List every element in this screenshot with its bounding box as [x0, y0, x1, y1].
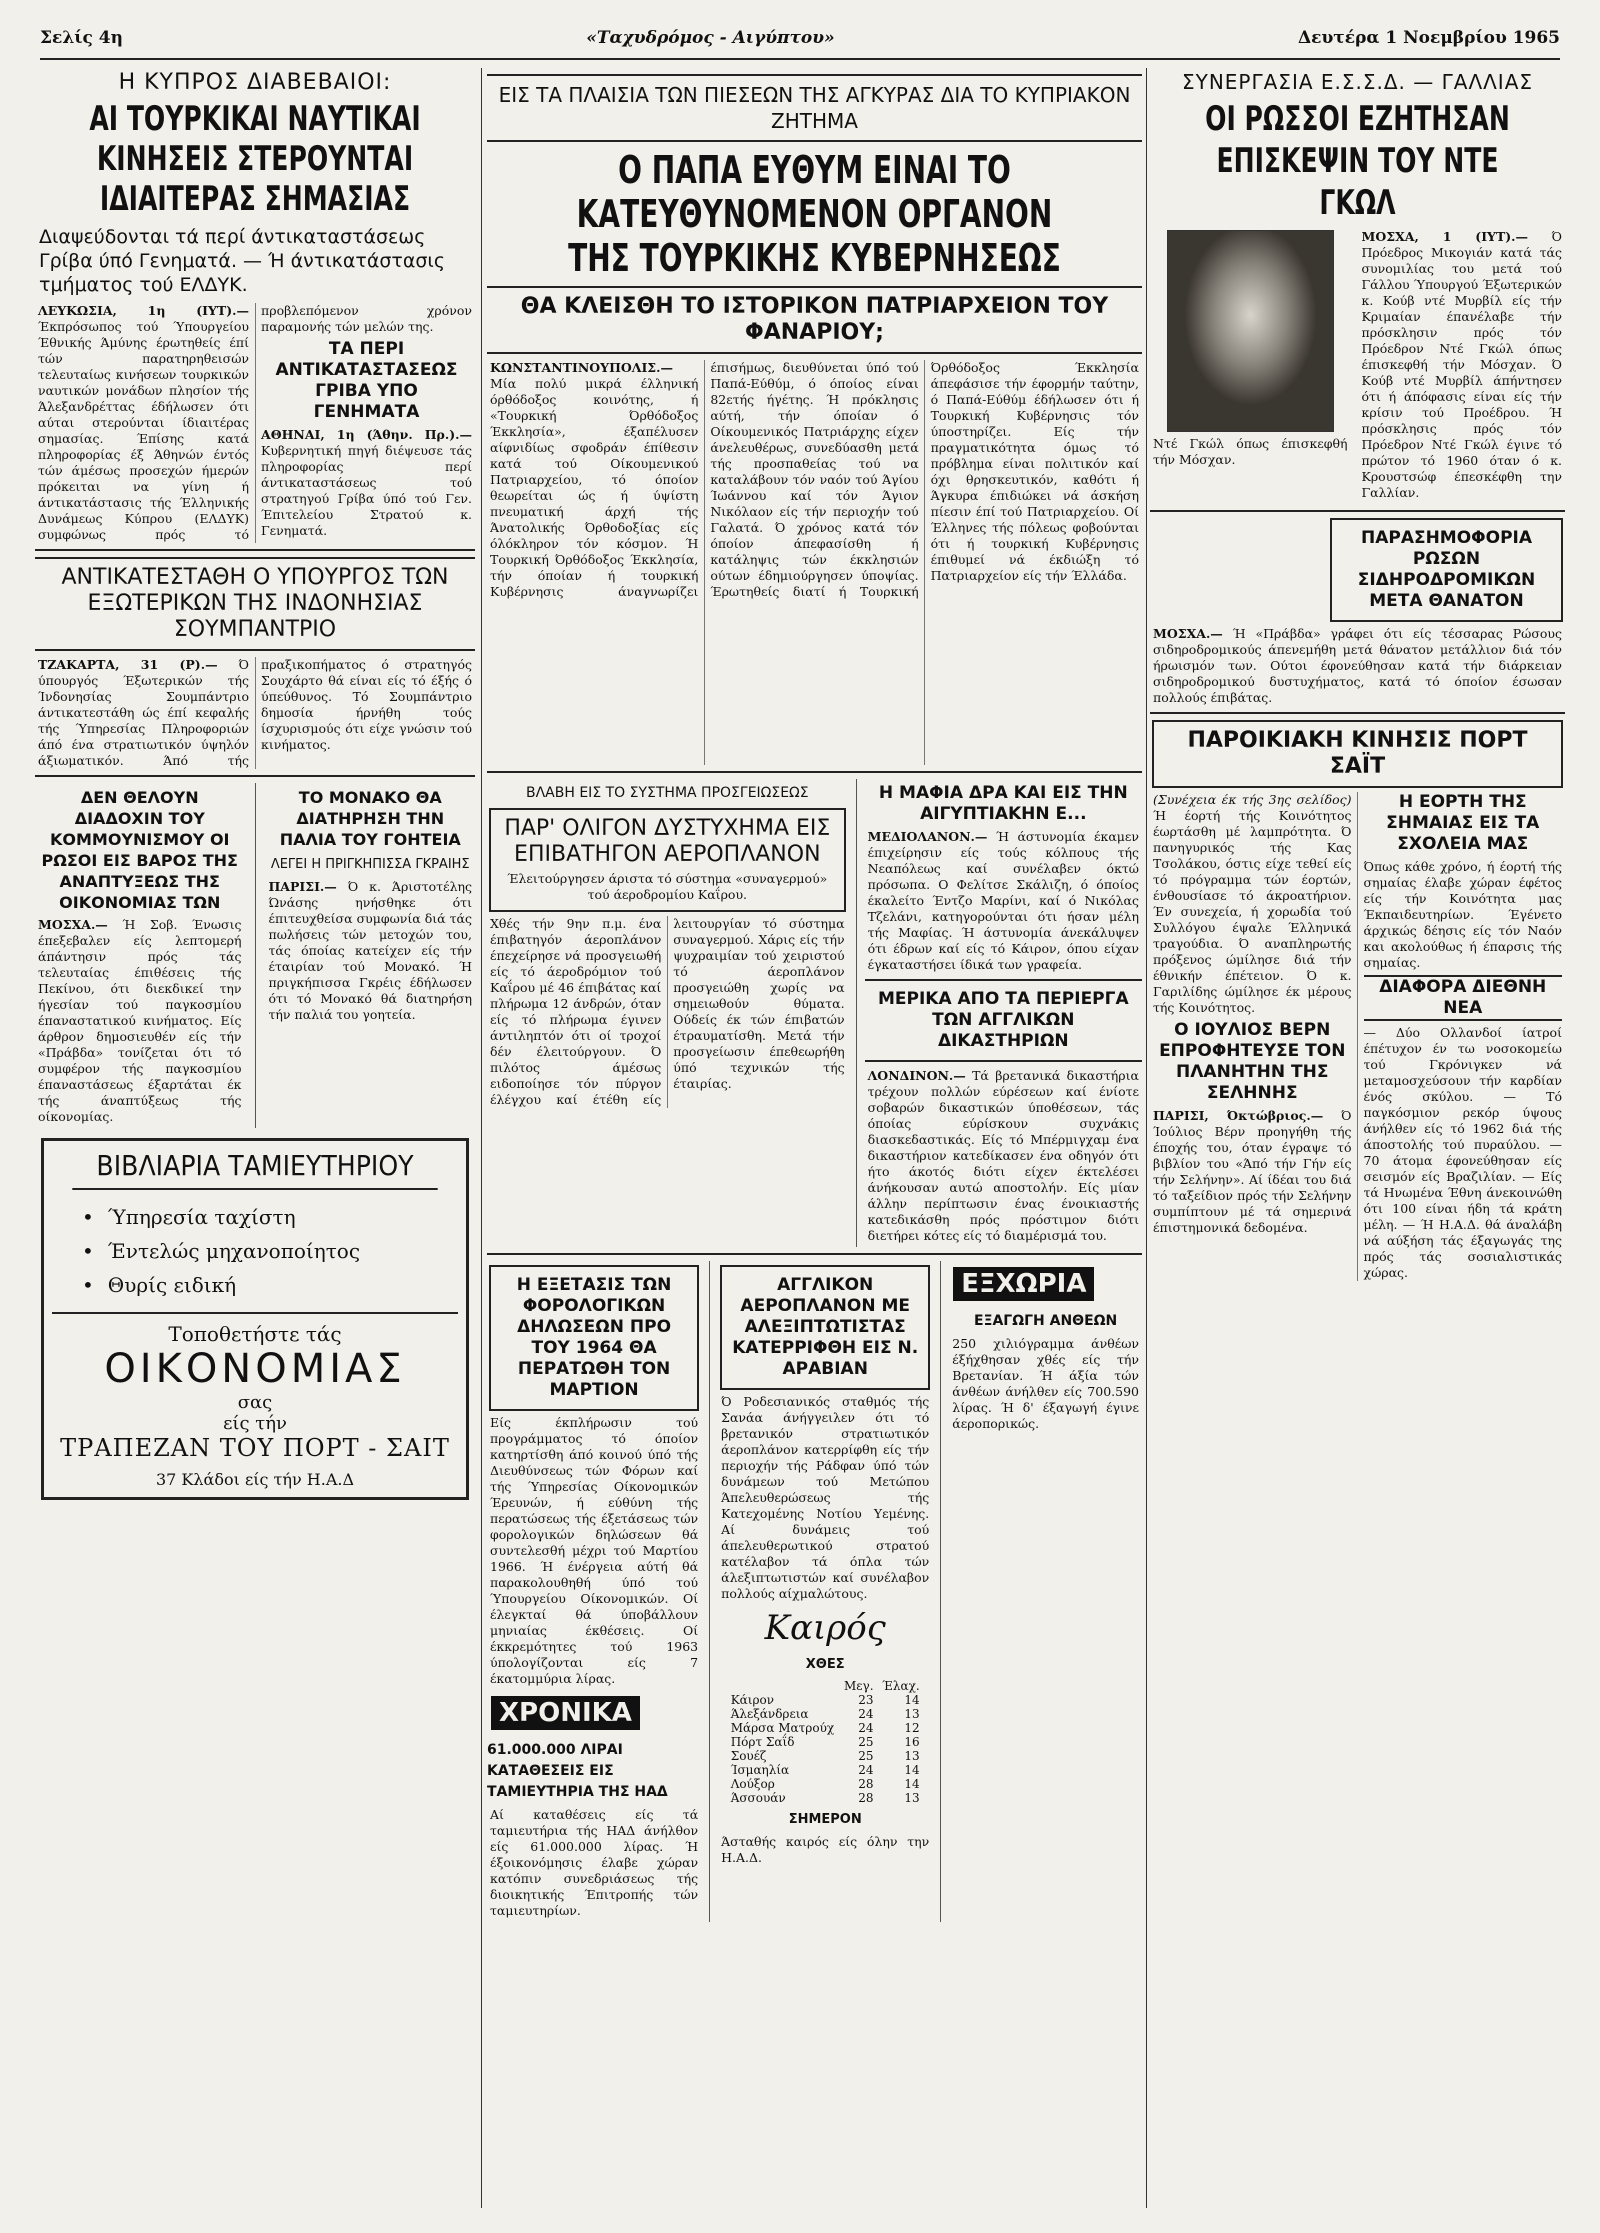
article-headline: ΤΟ ΜΟΝΑΚΟ ΘΑ ΔΙΑΤΗΡΗΣΗ ΤΗΝ ΠΑΛΙΑ ΤΟΥ ΓΟΗΤΕΙΑ [279, 788, 461, 849]
dateline: ΠΑΡΙΣΙ.— [268, 879, 337, 894]
article-headline: ΑΝΤΙΚΑΤΕΣΤΑΘΗ Ο ΥΠΟΥΡΓΟΣ ΤΩΝ ΕΞΩΤΕΡΙΚΩΝ ΤΗΣ ΙΝΔΟΝΗΣΙΑΣ ΣΟΥΜΠΑΝΤΡΙΟ [61, 565, 449, 642]
article-body: Όπως κάθε χρόνο, ή έορτή τής σημαίας έλαβε χώραν έφέτος είς τήν Κοινότητα μας Έκπαιδευτηρίων. Έγένετο άρχικώς δέησις είς τόν Ναόν και ακολούθως ή έπαρσις τής σημαίας. [1363, 859, 1562, 970]
article-mafia [865, 779, 1142, 1247]
ad-tagline: Τοποθετήστε τάς [52, 1312, 458, 1346]
masthead [40, 18, 1560, 60]
article-railway [1150, 518, 1565, 706]
article-soviet-economy [35, 783, 245, 1128]
article-headline: ΑΙ ΤΟΥΡΚΙΚΑΙ ΝΑΥΤΙΚΑΙ ΚΙΝΗΣΕΙΣ ΣΤΕΡΟΥΝΤΑΙ ΙΔΙΑΙΤΕΡΑΣ ΣΗΜΑΣΙΑΣ [89, 99, 421, 219]
weather-heading: ΧΘΕΣ [805, 1657, 845, 1672]
article-headline: ΑΓΓΛΙΚΟΝ ΑΕΡΟΠΛΑΝΟΝ ΜΕ ΑΛΕΞΙΠΤΩΤΙΣΤΑΣ ΚΑΤΕΡΡΙΦΘΗ ΕΙΣ Ν. ΑΡΑΒΙΑΝ [732, 1275, 919, 1379]
article-headline: ΠΑΡ' ΟΛΙΓΟΝ ΔΥΣΤΥΧΗΜΑ ΕΙΣ ΕΠΙΒΑΤΗΓΟΝ ΑΕΡΟΠΛΑΝΟΝ [504, 816, 831, 867]
article-subhead: ΛΕΓΕΙ Η ΠΡΙΓΚΗΠΙΣΣΑ ΓΚΡΑΙΗΣ [270, 857, 470, 872]
article-airplane [487, 779, 848, 1247]
article-body: Ή έορτή τής Κοινότητος έωρτάσθη μέ λαμπρότητα. Ό πανηγυρικός τής Κας Τσολάκου, όστις είχε τεθεί είς τό πρόγραμμα τών έορτών, ένθουσίασε τό άκροατήριον. Έν συνεχεία, ή χορωδία τού Συλλόγου έψαλε Έλληνικά τραγούδια. Ό αναπληρωτής πρόξενος ώμίλησε διά τήν έθνικήν έπέτειον. Ό κ. Γαριλίδης ώμίλησε έκ μέρους τής Κοινότητος. [1153, 808, 1352, 1015]
ad-big-word: ΟΙΚΟΝΟΜΙΑΣ [104, 1346, 406, 1392]
article-body: — Δύο Ολλανδοί ίατροί έπέτυχον έν τω νοσοκομείω τού Γκρόνιγκεν νά μεταμοσχεύσουν τήν καρδίαν ένός σκύλου. — Τό παγκόσμιον ρεκόρ ύψους άνήλθεν είς τό 1962 διά τής άποστολής τού πυραύλου. — 70 άτομα έφονεύθησαν είς σεισμόν είς Βραζιλίαν. — Είς τά Ηνωμένα Έθνη άνεκοινώθη ότι 100 είναι ήδη τά κράτη μέλη. — Ή Η.Α.Δ. θά άναλάβη νά αύξήση τάς έξαγωγάς της πρός τάς σοσιαλιστικάς χώρας. [1363, 1025, 1562, 1280]
dateline: ΠΑΡΙΣΙ, Όκτώβριος.— [1153, 1108, 1324, 1123]
article-headline: ΠΑΡΟΙΚΙΑΚΗ ΚΙΝΗΣΙΣ ΠΟΡΤ ΣΑΪΤ [1187, 728, 1528, 779]
weather-col-min: Έλαχ. [882, 1679, 920, 1693]
weather-row: Άσσουάν 28 13 [730, 1791, 920, 1805]
weather-row: Μάρσα Ματρούχ 24 12 [730, 1721, 920, 1735]
chronika-section [487, 1690, 701, 1919]
article-kicker: Η ΚΥΠΡΟΣ ΔΙΑΒΕΒΑΙΟΙ: [118, 70, 392, 95]
paper-title: «Ταχυδρόμος - Αιγύπτου» [586, 28, 835, 48]
article-indonesia [35, 557, 475, 769]
dateline: ΛΕΥΚΩΣΙΑ, 1η (ΙΥΤ).— [38, 303, 249, 318]
subsection-headline: Ο ΙΟΥΛΙΟΣ ΒΕΡΝ ΕΠΡΟΦΗΤΕΥΣΕ ΤΟΝ ΠΛΑΝΗΤΗΝ ΤΗΣ ΣΕΛΗΝΗΣ [1159, 1020, 1346, 1103]
article-subhead: ΘΑ ΚΛΕΙΣΘΗ ΤΟ ΙΣΤΟΡΙΚΟΝ ΠΑΤΡΙΑΡΧΕΙΟΝ ΤΟΥ ΦΑΝΑΡΙΟΥ; [520, 294, 1109, 345]
article-headline: ΕΞΑΓΩΓΗ ΑΝΘΕΩΝ [974, 1313, 1118, 1329]
article-body: Ή «Πράβδα» γράφει ότι είς τέσσαρας Ρώσους σιδηροδρομικούς άπενεμήθη μετά θάνατον μετάλλιον διά τόν ήρωισμόν των. Ούτοι έφονεύθησαν κατά τήν διάρκειαν σιδηροδρομικού δυστυχήματος, κατά τό όποίον έσωσαν πολλούς έπιβάτας. [1153, 626, 1562, 705]
article-headline: Η ΕΞΕΤΑΣΙΣ ΤΩΝ ΦΟΡΟΛΟΓΙΚΩΝ ΔΗΛΩΣΕΩΝ ΠΡΟ ΤΟΥ 1964 ΘΑ ΠΕΡΑΤΩΘΗ ΤΟΝ ΜΑΡΤΙΟΝ [516, 1275, 672, 1400]
weather-row: Σουέζ 25 13 [730, 1749, 920, 1763]
article-headline: Ο ΠΑΠΑ ΕΥΘΥΜ ΕΙΝΑΙ ΤΟ ΚΑΤΕΥΘΥΝΟΜΕΝΟΝ ΟΡΓΑΝΟΝ ΤΗΣ ΤΟΥΡΚΙΚΗΣ ΚΥΒΕΡΝΗΣΕΩΣ [568, 148, 1061, 280]
ad-feature: • Έντελώς μηχανοποίητος [82, 1234, 458, 1268]
article-body: 250 χιλιόγραμμα άνθέων έξήχθησαν χθές είς τήν Βρετανίαν. Ή άξία τών άνθέων άνήλθεν είς 700.590 λίρας. Ή δ' έξαγωγή έγινε άεροπορικώς. [952, 1336, 1139, 1431]
ekchoria-section [949, 1261, 1142, 1922]
bank-advertisement [41, 1138, 469, 1500]
article-body: Ό Πρόεδρος Μικογιάν κατά τάς συνομιλίας του μετά τού Γάλλου Ύπουργού Έξωτερικών κ. Κούβ ντέ Μυρβίλ είς τήν Κριμαίαν έπανέλαβε τήν πρόσκλησιν πρός τόν Πρόεδρον Ντέ Γκώλ όπως έπισκεφθή τήν Μόσχαν. Ό Κούβ ντέ Μυρβίλ άπήντησεν ότι ή άπόφασις είναι είς τήν κρίσιν τού Προέδρου. Ή πρόσκλησις πρός τόν Πρόεδρον Ντέ Γκώλ έγινε τό πρώτον τό 1960 όταν ό κ. Κρουστσώφ έπεσκέφθη την Γαλλίαν. [1361, 229, 1562, 500]
weather-row: Κάιρον 23 14 [730, 1693, 920, 1707]
article-kicker: ΣΥΝΕΡΓΑΣΙΑ Ε.Σ.Σ.Δ. — ΓΑΛΛΙΑΣ [1181, 70, 1534, 94]
page-number: Σελίς 4η [40, 28, 123, 48]
ad-branches: 37 Κλάδοι είς τήν Η.Α.Δ [155, 1470, 355, 1489]
article-body: Έκπρόσωπος τού Ύπουργείου Έθνικής Άμύνης έρωτηθείς έπί τών παρατηρηθεισών τελευταίως κινήσεων τουρκικών ναυτικών μονάδων πλησίον τής Άλεξανδρέττας έδήλωσεν ότι αύται στερούνται ίδιαιτέρας σημασίας. Έπίσης κατά πληροφορίας έξ Άθηνών έντός τών άμέσως προσεχών ήμερών πρόκειται να γίνη ή άντικατάστασις τής Έλληνικής Δυνάμεως Κύπρου (ΕΛΔΥΚ) συμφώνως πρός τό προβλεπόμενον χρόνον παραμονής τών μελών της. [38, 303, 472, 542]
article-headline: 61.000.000 ΛΙΡΑΙ ΚΑΤΑΘΕΣΕΙΣ ΕΙΣ ΤΑΜΙΕΥΤΗΡΙΑ ΤΗΣ ΗΑΔ [487, 1742, 668, 1800]
column-left [35, 68, 475, 2208]
subsection-headline: Η ΕΟΡΤΗ ΤΗΣ ΣΗΜΑΙΑΣ ΕΙΣ ΤΑ ΣΧΟΛΕΙΑ ΜΑΣ [1386, 792, 1540, 854]
article-de-gaulle [1150, 70, 1565, 504]
weather-table [727, 1679, 924, 1805]
weather-row: Ίσμαηλία 24 14 [730, 1763, 920, 1777]
ad-feature: • Θυρίς ειδική [82, 1268, 458, 1302]
column-center [487, 68, 1142, 2208]
ad-feature: • Ύπηρεσία ταχίστη [82, 1200, 458, 1234]
weather-logo: Καιρός [764, 1608, 886, 1648]
ad-title: ΒΙΒΛΙΑΡΙΑ ΤΑΜΙΕΥΤΗΡΙΟΥ [72, 1149, 437, 1190]
article-body: Είς έκπλήρωσιν τού προγράμματος τό όποίον κατηρτίσθη άπό κοινού ύπό τής Διευθύνσεως τών Φόρων καί τής Ύπηρεσίας Οίκονομικών Έρευνών, ή εύθύνη τής περατώσεως τής έξετάσεως τών φορολογικών δηλώσεων θά συντελεσθή μέχρι τού Μαρτίου 1966. Ή ένέργεια αύτή θά παρακολουθηθή ύπό τού Ύπουργείου Οίκονομικών. Οί έλεγκταί θά ύποβάλλουν μηνιαίας έκθέσεις. Οί έκκρεμότητες τού 1963 ύπολογίζονται είς 7 έκατομμύρια λίρας. [490, 1415, 699, 1686]
article-cyprus [35, 70, 475, 543]
article-body: Ό κ. Άριστοτέλης Ώνάσης ηνήσθηκε ότι έπιτευχθείσα συμφωνία διά τάς πωλήσεις τών μετοχών του, τάς όποίας κατείχεν είς τήν έταιρίαν τού Μονακό. Ή πριγκήπισσα Γκρέις έδήλωσεν ότι τό Μονακό θά διατηρήση τήν παλιά του γοητεία. [268, 879, 472, 1022]
article-headline: ΔΕΝ ΘΕΛΟΥΝ ΔΙΑΔΟΧΙΝ ΤΟΥ ΚΟΜΜΟΥΝΙΣΜΟΥ ΟΙ ΡΩΣΟΙ ΕΙΣ ΒΑΡΟΣ ΤΗΣ ΑΝΑΠΤΥΞΕΩΣ ΤΗΣ ΟΙΚΟΝΟΜΙΑΣ ΤΩΝ [41, 788, 238, 912]
continuation-note: (Συνέχεια έκ τής 3ης σελίδος) [1153, 792, 1352, 807]
dateline: ΜΟΣΧΑ, 1 (ΙΥΤ).— [1361, 229, 1529, 244]
article-monaco [266, 783, 476, 1128]
articles-pair [35, 783, 475, 1128]
photo-caption: Ντέ Γκώλ όπως έπισκεφθή τήν Μόσχαν. [1153, 436, 1348, 467]
dateline: ΜΟΣΧΑ.— [1153, 626, 1223, 641]
ad-connector: είς τήν [223, 1413, 287, 1434]
weather-row: Λούξορ 28 14 [730, 1777, 920, 1791]
weather-box [718, 1608, 932, 1866]
column-right [1150, 68, 1565, 2208]
article-body: Ό Ίούλιος Βέρν προηγήθη τής έποχής του, όταν έγραψε τό βιβλίον του «Άπό τήν Γήν είς τήν Σελήνην». Αί ίδέαι του διά τό ταξείδιον πρός τήν Σελήνην συμπίπτουν μέ τά σημερινά έπιστημονικά δεδομένα. [1153, 1108, 1352, 1235]
dateline: ΛΟΝΔΙΝΟΝ.— [867, 1068, 966, 1083]
weather-row: Πόρτ Σαΐδ 25 16 [730, 1735, 920, 1749]
weather-today: ΣΗΜΕΡΟΝ [788, 1812, 862, 1827]
portrait-photo [1167, 230, 1334, 432]
column-rule [1146, 68, 1147, 2208]
article-body: Ή Σοβ. Ένωσις έπεξεβαλεν είς λεπτομερή άπάντησιν πρός τάς τελευταίας έπιθέσεις τής Πεκίνου, ότι διεκδικεί την ήγεσίαν τού παγκοσμίου έπαναστατικού κινήματος. Είς άρθρον δημοσιευθέν είς τήν «Πράβδα» τονίζεται ότι τό συμφέρον τής παγκοσμίου έπαναστάσεως έξαρτάται έκ τής άναπτύξεως τής οίκονομίας. [38, 917, 242, 1124]
article-body: Αί καταθέσεις είς τά ταμιευτήρια τής ΗΑΔ άνήλθον είς 61.000.000 λίρας. Ή έξοικονόμησις έλαβε χώραν κατόπιν συνεδριάσεως τής διοικητικής Έπιτροπής τών ταμιευτηρίων. [490, 1807, 699, 1918]
article-headline: ΠΑΡΑΣΗΜΟΦΟΡΙΑ ΡΩΣΩΝ ΣΙΔΗΡΟΔΡΟΜΙΚΩΝ ΜΕΤΑ ΘΑΝΑΤΟΝ [1357, 528, 1536, 611]
article-body: Ό Ροδεσιανικός σταθμός τής Σανάα άνήγγειλεν ότι τό βρετανικόν στρατιωτικόν άεροπλάνον κατερρίφθη είς τήν περιοχήν τής Ράδφαν ύπό τών δυνάμεων τού Μετώπου Άπελευθερώσεως τής Κατεχομένης Νοτίου Υεμένης. Αί δυνάμεις τού άπελευθερωτικού στρατού κατέλαβον τά όπλα τών άλεξιπτωτιστών καί συνέλαβον πολλούς αίχμαλώτους. [721, 1394, 930, 1601]
article-body: Μία πολύ μικρά έλληνική όρθόδοξος κοινότης, ή «Τουρκική Όρθόδοξος Έκκλησία», έξαπέλυσεν αίφνιδίως σφοδράν έπίθεσιν κατά τού Οίκουμενικού Πατριαρχείου, τό όποίον θεωρείται ώς ή ύψίστη πνευματική άρχή τής Άνατολικής Όρθοδοξίας είς όλόκληρον τόν κόσμον. Ή Τουρκική Όρθόδοξος Έκκλησία, τήν όποίαν ή τουρκική Κυβέρνησις άναγνωρίζει έπισήμως, διευθύνεται ύπό τού Παπά-Εύθύμ, ό όποίος είναι 82ετής ήγέτης. Ή πρόκλησις αύτή, τήν όποίαν ό Οίκουμενικός Πατριάρχης είχεν άνελευθέρως, συνεδύασθη μετά τής προσπαθείας τού να καταλάβουν τόν ναόν τού Άγίου Ίωάννου καί τόν Άγιον Νικόλαον είς τήν περιοχήν τού Γαλατά. Ό χρόνος κατά τόν όποίον άπεφασίσθη ή κατάληψις τών έκκλησιών ούτων έδημιούργησεν ύποψίας. Έρωτηθείς διατί ή Τουρκική Όρθόδοξος Έκκλησία άπεφάσισε τήν έφορμήν ταύτην, ό Παπά-Εύθύμ έδήλωσεν ότι ή Τουρκική Κυβέρνησις τόν ύποστηρίζει. Είς τήν πραγματικότητα όμως τό πρόβλημα είναι πολιτικόν καί όχι θρησκευτικόν, καθότι ή Άγκυρα έπιδιώκει νά άσκήση πίεσιν έπί τού Πατριαρχείου. Οί Έλληνες τής πόλεως φοβούνται ότι ή τουρκική Κυβέρνησις έπιθυμεί νά έκδιώξη τό Πατριαρχείον είς τήν Έλλάδα. [490, 360, 1139, 599]
article-body: Ή άστυνομία έκαμεν έπιχείρησιν είς τούς κόλπους τής Νεαπόλεως καί συνέλαβεν όκτώ πρόσωπα. Ο Φελίτσε Σκάλιζη, ό όποίος έκαλείτο Έντζο Μαρίνι, καί ό Νικόλας Τζελάνι, κατηγορούνται ότι ήσαν μέλη τής Μαφίας. Ή άστυνομία άνεκάλυψεν ότι έδρων καί είς τό Κάιρον, όπου είχαν έγκαταστήσει ίδικά των γραφεία. [867, 829, 1139, 972]
weather-col-max: Μεγ. [844, 1679, 874, 1693]
article-body: Ό ύπουργός Έξωτερικών τής Ίνδονησίας Σουμπάντριο άντικατεστάθη ώς έπί κεφαλής τής Ύπηρεσίας Πληροφοριών άπό ένα στρατιωτικόν ύψηλόν άξιωματικόν. Άπό τής πραξικοπήματος ό στρατηγός Σουχάρτο θά είναι είς τό έξής ό ύπεύθυνος. Τό Σουμπάντριο δημοσία ήρνήθη τούς ίσχυρισμούς ότι είχε γνώσιν τού κινήματος. [38, 657, 472, 768]
article-headline: ΟΙ ΡΩΣΣΟΙ ΕΖΗΤΗΣΑΝ ΕΠΙΣΚΕΨΙΝ ΤΟΥ ΝΤΕ ΓΚΩΛ [1205, 99, 1510, 223]
dateline: ΜΕΔΙΟΛΑΝΟΝ.— [867, 829, 988, 844]
article-community [1150, 720, 1565, 1281]
dateline: ΑΘΗΝΑΙ, 1η (Άθην. Πρ.).— [261, 427, 472, 442]
articles-row [487, 1261, 1142, 1922]
subsection-headline: ΤΑ ΠΕΡΙ ΑΝΤΙΚΑΤΑΣΤΑΣΕΩΣ ΓΡΙΒΑ ΥΠΟ ΓΕΝΗΜΑΤΑ [275, 339, 458, 422]
subsection-headline: ΔΙΑΦΟΡΑ ΔΙΕΘΝΗ ΝΕΑ [1364, 975, 1563, 1021]
dateline: ΜΟΣΧΑ.— [38, 917, 108, 932]
article-tax [487, 1261, 701, 1922]
section-banner: ΧΡΟΝΙΚΑ [491, 1696, 640, 1730]
article-body: Χθές τήν 9ην π.μ. ένα έπιβατηγόν άεροπλάνον έπεχείρησε νά προσγειωθή είς τό άεροδρόμιον τού Καΐρου μέ 46 έπιβάτας καί πλήρωμα 12 άνδρών, όταν είς τό πλήρωμα έγινεν άντιληπτόν ότι οί τροχοί δέν έλειτούργουν. Ό πιλότος άμέσως ειδοποίησε τόν πύργον έλέγχου καί έτέθη είς λειτουργίαν τό σύστημα συναγερμού. Χάρις είς τήν ψυχραιμίαν τού χειριστού τό άεροπλάνον προσγειώθη χωρίς να σημειωθούν θύματα. Ούδείς έκ τών έπιβατών έτραυματίσθη. Μετά τήν προσγείωσιν έπεθεωρήθη ύπό τεχνικών τής έταιρίας. [490, 916, 845, 1107]
ad-small-word: σας [237, 1392, 273, 1413]
article-patriarchate [487, 74, 1142, 765]
article-headline: ΜΕΡΙΚΑ ΑΠΟ ΤΑ ΠΕΡΙΕΡΓΑ ΤΩΝ ΑΓΓΛΙΚΩΝ ΔΙΚΑΣΤΗΡΙΩΝ [877, 989, 1129, 1051]
weather-forecast: Άσταθής καιρός είς όλην την Η.Α.Δ. [721, 1834, 930, 1865]
section-banner: ΕΞΧΩΡΙΑ [953, 1267, 1094, 1301]
articles-row [487, 779, 1142, 1247]
issue-date: Δευτέρα 1 Νοεμβρίου 1965 [1297, 28, 1560, 48]
article-body: Κυβερνητική πηγή διέψευσε τάς πληροφορίας περί άντικαταστάσεως τού στρατηγού Γρίβα ύπό τού Γεν. Έπιτελείου Στρατού κ. Γενηματά. [261, 443, 472, 538]
dateline: ΤΖΑΚΑΡΤΑ, 31 (Ρ).— [38, 657, 218, 672]
article-arabia [718, 1261, 932, 1922]
article-headline: Η ΜΑΦΙΑ ΔΡΑ ΚΑΙ ΕΙΣ ΤΗΝ ΑΙΓΥΠΤΙΑΚΗΝ Ε... [878, 783, 1128, 824]
article-subhead: Διαψεύδονται τά περί άντικαταστάσεως Γρίβα ύπό Γενηματά. — Ή άντικατάστασις τμήματος τού ΕΛΔΥΚ. [39, 226, 445, 296]
article-kicker: ΕΙΣ ΤΑ ΠΛΑΙΣΙΑ ΤΩΝ ΠΙΕΣΕΩΝ ΤΗΣ ΑΓΚΥΡΑΣ ΔΙΑ ΤΟ ΚΥΠΡΙΑΚΟΝ ΖΗΤΗΜΑ [498, 83, 1131, 133]
article-body: Τά βρετανικά δικαστήρια τρέχουν πολλών εύρέσεων καί ένίοτε σοβαρών δικαστικών ύποθέσεων, τάς όποίας εύρίσκουν συχνάκις διασκεδαστικάς. Είς τό Μπέρμιγχαμ ένα δικαστήριον κατεδίκασεν ένα οδηγόν ότι ήτο άκοτός διότι είχεν έκτελέσει άνήκουσαν αυτώ αποστολήν. Είς μίαν άλλην περίπτωσιν ένας ένοικιαστής κατεδικάσθη πρός πρόστιμον διότι διετήρει κότες είς τό διαμέρισμά του. [867, 1068, 1139, 1243]
column-rule [481, 68, 482, 2208]
article-kicker: ΒΛΑΒΗ ΕΙΣ ΤΟ ΣΥΣΤΗΜΑ ΠΡΟΣΓΕΙΩΣΕΩΣ [526, 785, 809, 801]
ad-bank-name: ΤΡΑΠΕΖΑΝ ΤΟΥ ΠΟΡΤ - ΣΑΙΤ [60, 1434, 450, 1462]
article-subhead: Έλειτούργησεν άριστα τό σύστημα «συναγερμού» τού άεροδρομίου Καΐρου. [507, 871, 828, 902]
weather-row: Άλεξάνδρεια 24 13 [730, 1707, 920, 1721]
dateline: ΚΩΝΣΤΑΝΤΙΝΟΥΠΟΛΙΣ.— [490, 360, 673, 375]
